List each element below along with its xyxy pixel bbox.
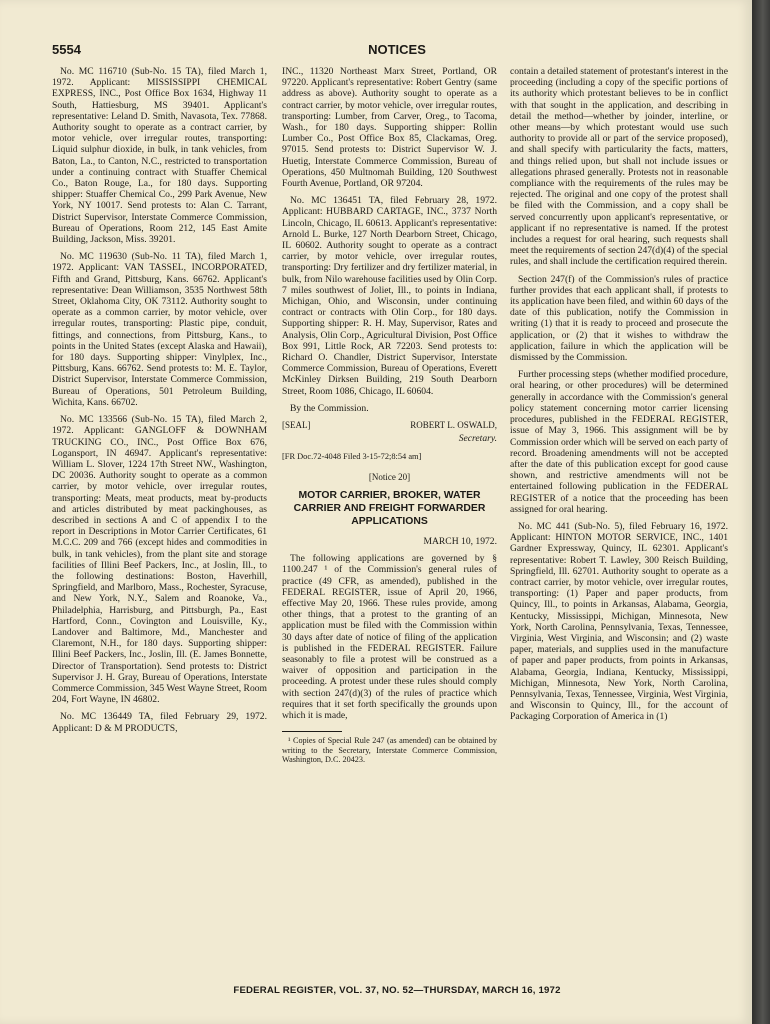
notice-paragraph: No. MC 441 (Sub-No. 5), filed February 16, 1972. Applicant: HINTON MOTOR SERVICE, INC., 1401 Gardner Expressway, Quincy, IL 62301. Applicant's representative: Robert T. Lawley, 300 Reisch Building, Springfield, Ill. 62701. Authority sought to operate as a contract carrier, by motor vehicle, over irregular routes, transporting: (1) Paper and paper products, from Quincy, Ill., to points in Arkansas, Alabama, Georgia, Kentucky, Mississippi, Michigan, Minnesota, New York, North Carolina, Pennsylvania, Texas, Tennessee, Virginia, West Virginia, and Wisconsin; and (2) waste paper, materials, and supplies used in the manufacture of paper and paper products, from points in Arkansas, Alabama, Georgia, Indiana, Kentucky, Mississippi, Michigan, Minnesota, New York, North Carolina, Pennsylvania, Texas, Tennessee, Virginia, West Virginia, and Wisconsin to Quincy, Ill., for the account of Packaging Corporation of America in (1)	[510, 520, 728, 723]
section-heading: MOTOR CARRIER, BROKER, WATER CARRIER AND FREIGHT FORWARDER APPLICATIONS	[293, 489, 486, 527]
notice-paragraph: Further processing steps (whether modified procedure, oral hearing, or other procedures) will be determined generally in accordance with the Commission's general policy statement concerning motor carrier licensing procedures, published in the FEDERAL REGISTER, issue of May 3, 1966. This assignment will be by Commission order which will be served on each party of record. Broadening amendments will not be accepted after the date of this publication except for good cause shown, and restrictive amendments will not be entertained following publication in the FEDERAL REGISTER of a notice that the proceeding has been assigned for oral hearing.	[510, 369, 728, 515]
page-footer: FEDERAL REGISTER, VOL. 37, NO. 52—THURSDAY, MARCH 16, 1972	[233, 985, 561, 996]
page-number: 5554	[52, 42, 81, 57]
signature-block	[282, 420, 497, 431]
notice-paragraph: No. MC 136451 TA, filed February 28, 1972. Applicant: HUBBARD CARTAGE, INC., 3737 North Lincoln, Chicago, IL 60613. Applicant's representative: Arnold L. Burke, 127 North Dearborn Street, Chicago, IL 60602. Authority sought to operate as a contract carrier, by motor vehicle, over irregular routes, transporting: Dry fertilizer and dry fertilizer material, in bulk, from Nilo warehouse facilities used by Olin Corp. 7 miles southwest of Joliet, Ill., to points in Indiana, Michigan, Ohio, and Wisconsin, under continuing contract or contracts with Olin Corp., for 180 days. Supporting shipper: R. H. May, Supervisor, Rates and Analysis, Olin Corp., Agricultural Division, Post Office Box 991, Little Rock, AR 72203. Send protests to: Richard O. Chandler, District Supervisor, Interstate Commerce Commission, Bureau of Operations, Everett McKinley Dirksen Building, 219 South Dearborn Street, Room 1086, Chicago, IL 60604.	[282, 195, 497, 397]
notice-paragraph: INC., 11320 Northeast Marx Street, Portland, OR 97220. Applicant's representative: Robert Gentry (same address as above). Authority sought to operate as a contract carrier, by motor vehicle, over irregular routes, transporting: Lumber, from Carver, Oreg., to Tacoma, Wash., for 180 days. Supporting shipper: Rollin Lumber Co., Post Office Box 85, Clackamas, Oreg. 97015. Send protests to: District Supervisor W. J. Huetig, Interstate Commerce Commission, Bureau of Operations, 450 Multnomah Building, 120 Southwest Fourth Avenue, Portland, OR 97204.	[282, 66, 497, 190]
footnote-rule	[282, 731, 342, 732]
column-3	[510, 66, 728, 938]
notice-paragraph: No. MC 136449 TA, filed February 29, 1972. Applicant: D & M PRODUCTS,	[52, 711, 267, 734]
notice-paragraph: No. MC 116710 (Sub-No. 15 TA), filed March 1, 1972. Applicant: MISSISSIPPI CHEMICAL EXPRESS, INC., Post Office Box 1634, Highway 11 South, Hattiesburg, MS 39401. Applicant's representative: Leland D. Smith, Navasota, Tex. 77868. Authority sought to operate as a contract carrier, by motor vehicle, over irregular routes, transporting: Liquid sulphur dioxide, in bulk, in tank vehicles, from Baton, La., to Canton, N.C., restricted to transportation under a continuing contract with Stuaffer Chemical Co., Baton Rouge, La., for 180 days. Supporting shipper: Stuaffer Chemical Co., 299 Park Avenue, New York, NY 10017. Send protests to: Alan C. Tarrant, District Supervisor, Interstate Commerce Commission, Bureau of Operations, Room 212, 145 East Amite Building, Jackson, Miss. 39201.	[52, 66, 267, 246]
footnote: ¹ Copies of Special Rule 247 (as amended) can be obtained by writing to the Secretary, Interstate Commerce Commission, Washington, D.C. 20423.	[282, 736, 497, 765]
notice-paragraph: Section 247(f) of the Commission's rules of practice further provides that each applicant shall, if protests to its application have been filed, and within 60 days of the date of this publication, notify the Commission in writing (1) that it is ready to proceed and prosecute the application, or (2) that it wishes to withdraw the application, failure in which the application will be dismissed by the Commission.	[510, 273, 728, 364]
column-2	[282, 66, 497, 938]
fr-doc-line: [FR Doc.72-4048 Filed 3-15-72;8:54 am]	[282, 451, 422, 461]
notice-paragraph: The following applications are governed by § 1100.247 ¹ of the Commission's general rules of practice (49 CFR, as amended), published in the FEDERAL REGISTER, issue of April 20, 1966, effective May 20, 1966. These rules provide, among other things, that a protest to the granting of an application must be filed with the Commission within 30 days after date of notice of filing of the application is published in the FEDERAL REGISTER. Failure seasonably to file a protest will be construed as a waiver of opposition and participation in the proceeding. A protest under these rules should comply with section 247(d)(3) of the rules of practice which requires that it set forth specifically the grounds upon which it is made,	[282, 553, 497, 721]
by-commission: By the Commission.	[290, 402, 369, 414]
column-1	[52, 66, 267, 938]
notice-number: [Notice 20]	[368, 471, 411, 482]
running-header	[52, 42, 742, 58]
signer-title: Secretary.	[458, 433, 497, 445]
notice-paragraph: No. MC 119630 (Sub-No. 11 TA), filed March 1, 1972. Applicant: VAN TASSEL, INCORPORATED, Fifth and Grand, Pittsburg, Kans. 66762. Applicant's representative: Dean Williamson, 3535 Northwest 58th Street, Oklahoma City, OK 73112. Authority sought to operate as a common carrier, by motor vehicle, over irregular routes, transporting: Plastic pipe, conduit, fittings, and connections, from Pittsburg, Kans., to points in the United States (except Alaska and Hawaii), for 180 days. Supporting shipper: Vinylplex, Inc., Pittsburg, Kans. 66762. Send protests to: M. E. Taylor, District Supervisor, Interstate Commerce Commission, Bureau of Operations, 501 Petroleum Building, Wichita, Kans. 66702.	[52, 251, 267, 408]
signer-name: ROBERT L. OSWALD,	[410, 420, 497, 431]
notice-paragraph: No. MC 133566 (Sub-No. 15 TA), filed March 2, 1972. Applicant: GANGLOFF & DOWNHAM TRUCKING CO., INC., Post Office Box 676, Logansport, IN 46947. Applicant's representative: William L. Slover, 1224 17th Street NW., Washington, DC 20036. Authority sought to operate as a common carrier, by motor vehicle, over irregular routes, transporting: Meats, meat products, meat by-products and articles distributed by meat packinghouses, as described in sections A and C of appendix I to the report in Descriptions in Motor Carrier Certificates, 61 M.C.C. 209 and 766 (except hides and commodities in bulk, in tank vehicles), from the plant site and storage facilities of Illini Beef Packers, Inc., at Joslin, Ill., to the following destinations: Boston, Haverhill, Springfield, and Marlboro, Mass., Rochester, Syracuse, and New York, N.Y., Salem and Roanoke, Va., Philadelphia, Harrisburg, and Pittsburgh, Pa., East Hartford, Conn., Covington and Louisville, Ky., Landover and Baltimore, Md., Manchester and Claremont, N.H., for 180 days. Supporting shipper: Illini Beef Packers, Inc., Joslin, Ill. (E. James Bonnette, Director of Transportation). Send protests to: District Supervisor J. H. Gray, Bureau of Operations, Interstate Commerce Commission, 345 West Wayne Street, Room 204, Fort Wayne, IN 46802.	[52, 414, 267, 706]
notice-date: MARCH 10, 1972.	[423, 535, 497, 547]
notice-paragraph: contain a detailed statement of protestant's interest in the proceeding (including a copy of the specific portions of its authority which protestant believes to be in conflict with that sought in the application, and describing in detail the method—whether by joinder, interline, or other means—by which protestant would use such authority to provide all or part of the service proposed), and shall specify with particularity the facts, matters, and things relied upon, but shall not include issues or allegations phrased generally. Protests not in reasonable compliance with the requirements of the rules may be rejected. The original and one copy of the protest shall be filed with the Commission, and a copy shall be served concurrently upon applicant's representative, or applicant if no representative is named. If the protest includes a request for oral hearing, such requests shall meet the requirements of section 247(d)(4) of the special rules, and shall include the certification required therein.	[510, 66, 728, 268]
section-title: NOTICES	[368, 42, 426, 57]
seal-label: [SEAL]	[282, 420, 311, 431]
page-edge	[752, 0, 770, 1024]
